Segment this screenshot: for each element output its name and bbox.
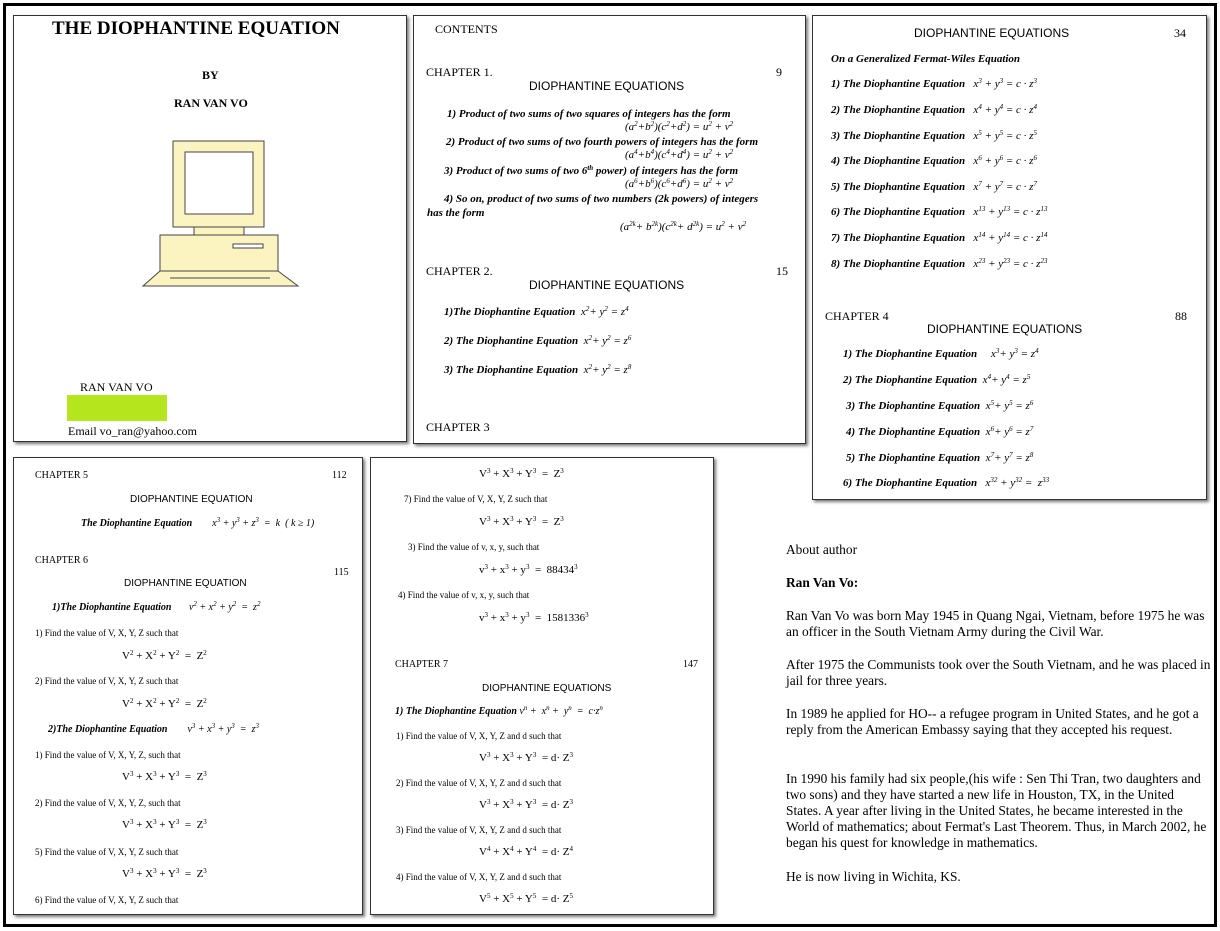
ch2-item-2: 2) The Diophantine Equation $x^2+ y^2 = z^6$ bbox=[444, 334, 632, 347]
ch6-page: 115 bbox=[334, 567, 349, 578]
mid-find-9: 4) Find the value of v, x, y, such that bbox=[398, 590, 530, 600]
ch6-title: DIOPHANTINE EQUATION bbox=[124, 578, 247, 589]
ch7-find-2: 2) Find the value of V, X, Y, Z and d such that bbox=[396, 778, 562, 788]
ch1-label: CHAPTER 1. bbox=[426, 65, 493, 79]
ch2-title: DIOPHANTINE EQUATIONS bbox=[529, 278, 685, 292]
ch6-find-6: 6) Find the value of V, X, Y, Z such that bbox=[35, 895, 179, 905]
about-paragraph-2: After 1975 the Communists took over the South Vietnam, and he was placed in jail for three years. bbox=[786, 657, 1211, 688]
ch7-page: 147 bbox=[683, 659, 698, 670]
ch1-formula-3: $(a^6+b^6)(c^6+d^6) = u^2 + v^2$ bbox=[625, 177, 734, 190]
cover-author: RAN VAN VO bbox=[174, 96, 248, 110]
ch7-eq-3: $V^4 + X^4 + Y^4 = d\cdot Z^4$ bbox=[479, 845, 573, 858]
mid-eq-9: $v^3 + x^3 + y^3 = 1581336^3$ bbox=[479, 611, 589, 624]
about-paragraph-1: Ran Van Vo was born May 1945 in Quang Ngai, Vietnam, before 1975 he was an officer in the South Vietnam Army during the Civil War. bbox=[786, 608, 1205, 639]
ch5-label: CHAPTER 5 bbox=[35, 470, 89, 481]
cover-page bbox=[13, 15, 407, 442]
computer-icon bbox=[140, 138, 300, 290]
ch5-title: DIOPHANTINE EQUATION bbox=[130, 494, 253, 505]
ch6-find-4: 2) Find the value of V, X, Y, Z, such that bbox=[35, 798, 181, 808]
ch1-item-1: 1) Product of two sums of two squares of integers has the form bbox=[447, 108, 731, 120]
cover-author-bottom: RAN VAN VO bbox=[80, 380, 153, 394]
ch7-eq-2: $V^3 + X^3 + Y^3 = d\cdot Z^3$ bbox=[479, 798, 573, 811]
ch4-item-6: 6) The Diophantine Equation $x^{32} + y^{32} = z^{33}$ bbox=[843, 476, 1050, 489]
mid-find-7: 7) Find the value of V, X, Y, Z such that bbox=[404, 494, 548, 504]
ch3-item-1: 1) The Diophantine Equation $x^3 + y^3 = c \cdot z^3$ bbox=[831, 77, 1037, 90]
ch6-find-2: 2) Find the value of V, X, Y, Z such that bbox=[35, 676, 179, 686]
highlight-box bbox=[67, 395, 167, 421]
ch6-equation-1: 1)The Diophantine Equation $v^2 + x^2 + y^2 = z^2$ bbox=[52, 600, 261, 613]
cover-email: Email vo_ran@yahoo.com bbox=[68, 424, 198, 438]
ch7-label: CHAPTER 7 bbox=[395, 659, 449, 670]
ch3-label: CHAPTER 3 bbox=[426, 420, 490, 434]
ch3-item-8: 8) The Diophantine Equation $x^{23} + y^{23} = c \cdot z^{23}$ bbox=[831, 257, 1048, 270]
ch4-item-3: 3) The Diophantine Equation $x^5+ y^5 = z^6$ bbox=[846, 399, 1034, 412]
ch7-eq-4: $V^5 + X^5 + Y^5 = d\cdot Z^5$ bbox=[479, 892, 573, 905]
ch7-find-3: 3) Find the value of V, X, Y, Z and d such that bbox=[396, 825, 562, 835]
ch3-page: 34 bbox=[1174, 26, 1186, 40]
ch3-item-7: 7) The Diophantine Equation $x^{14} + y^{14} = c \cdot z^{14}$ bbox=[831, 231, 1048, 244]
ch1-item-3: 3) Product of two sums of two 6th power) of integers has the form bbox=[444, 164, 739, 177]
ch2-label: CHAPTER 2. bbox=[426, 264, 493, 278]
ch2-page: 15 bbox=[776, 264, 788, 278]
ch1-item-4b: has the form bbox=[427, 207, 485, 219]
ch7-equation: 1) The Diophantine Equation $v^n + x^n + y^n = c\cdot z^n$ bbox=[395, 704, 603, 717]
ch7-find-1: 1) Find the value of V, X, Y, Z and d such that bbox=[396, 731, 562, 741]
ch4-item-4: 4) The Diophantine Equation $x^6+ y^6 = z^7$ bbox=[846, 425, 1034, 438]
ch6-equation-2: 2)The Diophantine Equation $v^3 + x^3 + y^3 = z^3$ bbox=[48, 722, 259, 735]
ch1-formula-4: $(a^{2k}+ b^{2k})(c^{2k}+ d^{2k}) = u^2 + v^2$ bbox=[620, 220, 747, 233]
ch1-formula-1: $(a^2+b^2)(c^2+d^2) = u^2 + v^2$ bbox=[625, 120, 734, 133]
ch6-find-5: 5) Find the value of V, X, Y, Z such that bbox=[35, 847, 179, 857]
about-name: Ran Van Vo: bbox=[786, 575, 859, 590]
ch2-item-1: 1)The Diophantine Equation $x^2+ y^2 = z^4$ bbox=[444, 305, 629, 318]
ch6-eq-3: $V^3 + X^3 + Y^3 = Z^3$ bbox=[122, 770, 207, 783]
ch1-item-2: 2) Product of two sums of two fourth powers of integers has the form bbox=[446, 136, 759, 148]
ch7-find-4: 4) Find the value of V, X, Y, Z and d such that bbox=[396, 872, 562, 882]
about-paragraph-4: In 1990 his family had six people,(his wife : Sen Thi Tran, two daughters and two sons) and they have started a new life in Houston, TX, in the United States. A year after living in the United States, he became interested in the World of mathematics; about Fermat's Last Theorem. Thus, in March 2002, he began his quest for knowledge in mathematics. bbox=[786, 771, 1207, 850]
contents-heading: CONTENTS bbox=[435, 22, 498, 36]
ch4-item-5: 5) The Diophantine Equation $x^7+ y^7 = z^8$ bbox=[846, 451, 1034, 464]
ch3-item-6: 6) The Diophantine Equation $x^{13} + y^{13} = c \cdot z^{13}$ bbox=[831, 205, 1048, 218]
contents-page bbox=[413, 15, 806, 444]
ch7-eq-1: $V^3 + X^3 + Y^3 = d\cdot Z^3$ bbox=[479, 751, 573, 764]
ch6-eq-5: $V^3 + X^3 + Y^3 = Z^3$ bbox=[122, 867, 207, 880]
mid-find-8: 3) Find the value of v, x, y, such that bbox=[408, 542, 540, 552]
about-heading: About author bbox=[786, 542, 858, 557]
ch4-item-1: 1) The Diophantine Equation $x^3+ y^3 = z^4$ bbox=[843, 347, 1039, 360]
ch6-find-1: 1) Find the value of V, X, Y, Z such that bbox=[35, 628, 179, 638]
ch3-item-5: 5) The Diophantine Equation $x^7 + y^7 = c \cdot z^7$ bbox=[831, 180, 1037, 193]
cover-by: BY bbox=[202, 68, 219, 82]
ch1-formula-2: $(a^4+b^4)(c^4+d^4) = u^2 + v^2$ bbox=[625, 148, 734, 161]
ch3-title: DIOPHANTINE EQUATIONS bbox=[914, 26, 1070, 40]
chapter3-4-page bbox=[812, 15, 1207, 500]
ch4-label: CHAPTER 4 bbox=[825, 309, 889, 323]
chapter5-6-page bbox=[13, 457, 363, 915]
ch6-find-3: 1) Find the value of V, X, Y, Z, such that bbox=[35, 750, 181, 760]
ch1-page: 9 bbox=[776, 65, 782, 79]
ch3-item-2: 2) The Diophantine Equation $x^4 + y^4 = c \cdot z^4$ bbox=[831, 103, 1037, 116]
chapter6-7-page bbox=[370, 457, 714, 915]
ch1-item-4: 4) So on, product of two sums of two numbers (2k powers) of integers bbox=[444, 193, 759, 205]
mid-eq-0: $V^3 + X^3 + Y^3 = Z^3$ bbox=[479, 467, 564, 480]
ch7-title: DIOPHANTINE EQUATIONS bbox=[482, 683, 612, 694]
ch3-subtitle: On a Generalized Fermat-Wiles Equation bbox=[831, 53, 1021, 65]
ch4-item-2: 2) The Diophantine Equation $x^4+ y^4 = z^5$ bbox=[843, 373, 1031, 386]
ch3-item-3: 3) The Diophantine Equation $x^5 + y^5 = c \cdot z^5$ bbox=[831, 129, 1037, 142]
mid-eq-7: $V^3 + X^3 + Y^3 = Z^3$ bbox=[479, 515, 564, 528]
ch4-title: DIOPHANTINE EQUATIONS bbox=[927, 322, 1083, 336]
ch1-title: DIOPHANTINE EQUATIONS bbox=[529, 79, 685, 93]
ch6-label: CHAPTER 6 bbox=[35, 555, 89, 566]
mid-eq-8: $v^3 + x^3 + y^3 = 88434^3$ bbox=[479, 563, 578, 576]
about-paragraph-3: In 1989 he applied for HO-- a refugee program in United States, and he got a reply from the American Embassy saying that they accepted his request. bbox=[786, 706, 1199, 737]
ch5-page: 112 bbox=[332, 470, 347, 481]
ch4-page: 88 bbox=[1175, 309, 1187, 323]
ch6-eq-4: $V^3 + X^3 + Y^3 = Z^3$ bbox=[122, 818, 207, 831]
ch5-equation: The Diophantine Equation $x^3 + y^3 + z^3 = k$ ( k ≥ 1) bbox=[81, 516, 315, 529]
ch2-item-3: 3) The Diophantine Equation $x^2+ y^2 = z^8$ bbox=[444, 363, 632, 376]
ch6-eq-2: $V^2 + X^2 + Y^2 = Z^2$ bbox=[122, 697, 207, 710]
cover-title: THE DIOPHANTINE EQUATION bbox=[52, 18, 340, 39]
ch6-eq-1: $V^2 + X^2 + Y^2 = Z^2$ bbox=[122, 649, 207, 662]
about-paragraph-5: He is now living in Wichita, KS. bbox=[786, 869, 961, 884]
ch3-item-4: 4) The Diophantine Equation $x^6 + y^6 = c \cdot z^6$ bbox=[831, 154, 1037, 167]
